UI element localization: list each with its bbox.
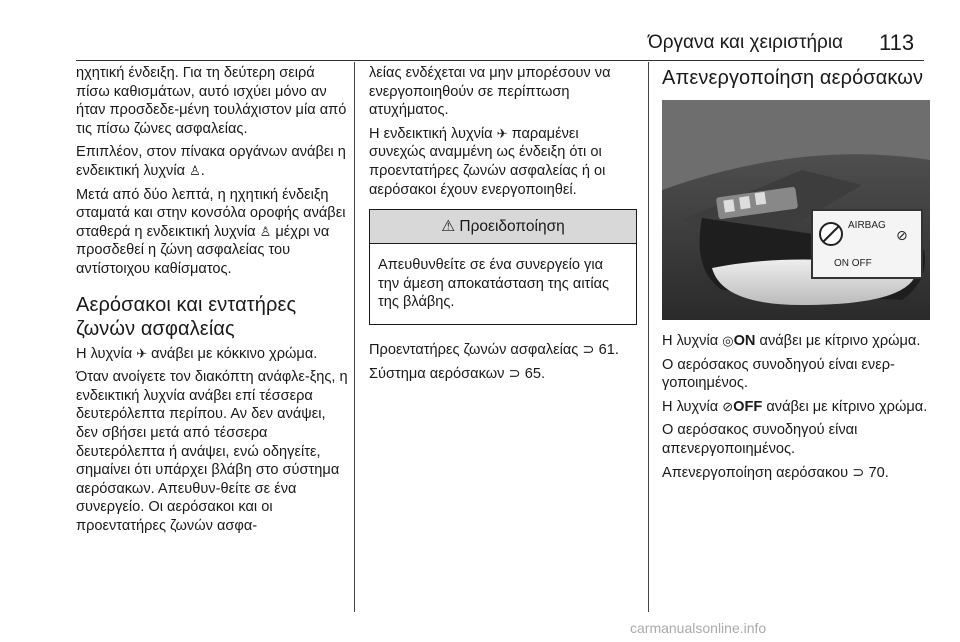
paragraph bbox=[76, 186, 348, 279]
column-divider bbox=[354, 62, 355, 612]
page-reference-icon: ⊃ bbox=[508, 365, 521, 382]
paragraph: λείας ενδέχεται να μην μπορέσουν να ενεργοποιηθούν σε περίπτωση ατυχήματος. bbox=[369, 65, 611, 119]
airbag-warning-icon: ✈ bbox=[496, 125, 508, 141]
cross-reference[interactable] bbox=[369, 365, 637, 384]
text: Η λυχνία bbox=[662, 333, 723, 349]
text: Επιπλέον, στον πίνακα οργάνων ανάβει η ενδεικτική λυχνία bbox=[76, 144, 346, 179]
paragraph bbox=[662, 332, 930, 351]
text: Η λυχνία bbox=[662, 398, 723, 415]
paragraph bbox=[76, 345, 348, 364]
cross-reference[interactable] bbox=[369, 341, 637, 360]
column-left bbox=[76, 64, 348, 540]
paragraph bbox=[662, 398, 930, 417]
airbag-on-icon: ◎ bbox=[722, 333, 734, 348]
cross-reference[interactable] bbox=[662, 464, 930, 483]
on-label: ON bbox=[733, 333, 756, 349]
roof-console-photo bbox=[662, 100, 930, 320]
page-reference-icon: ⊃ bbox=[582, 341, 595, 358]
text: 70. bbox=[864, 464, 889, 481]
off-label: OFF bbox=[733, 398, 763, 415]
paragraph: ηχητική ένδειξη. Για τη δεύτερη σειρά πίσω καθισμάτων, αυτό ισχύει μόνο αν ήταν προσδεδε-μένη τουλάχιστον μία από τις πίσω ζώνες ασφαλείας. bbox=[76, 65, 347, 137]
text: παραμένει συνεχώς αναμμένη ως ένδειξη ότι οι προεντατήρες ζωνών ασφαλείας ή οι αερόσακοι έχουν ενεργοποιηθεί. bbox=[369, 125, 606, 198]
text: Σύστημα αερόσακων bbox=[369, 365, 509, 382]
paragraph: Όταν ανοίγετε τον διακόπτη ανάφλε-ξης, η ενδεικτική λυχνία ανάβει επί τέσσερα δευτερόλεπτα περίπου. Αν δεν ανάψει, δεν σβήσει μετά από τέσσερα δευτερόλεπτα ή ανάψει, ενώ οδηγείτε, σημαίνει ότι υπάρχει βλάβη στο σύστημα αερόσακων. Απευθυν-θείτε σε ένα συνεργείο. Οι αερόσακοι και οι προεντατήρες ζωνών ασφα- bbox=[76, 369, 348, 534]
seatbelt-icon: ♙ bbox=[259, 223, 272, 239]
airbag-off-icon: ⊘ bbox=[722, 398, 734, 414]
text: Μετά από δύο λεπτά, η ηχητική ένδειξη σταματά και στην κονσόλα οροφής ανάβει σταθερά η ενδεικτική λυχνία bbox=[76, 186, 346, 240]
column-divider bbox=[648, 62, 649, 612]
paragraph: Ο αερόσακος συνοδηγού είναι απενεργοποιημένος. bbox=[662, 422, 858, 457]
header-divider bbox=[76, 60, 924, 61]
watermark: carmanualsonline.info bbox=[630, 620, 767, 636]
warning-triangle-icon: ⚠ bbox=[441, 218, 456, 236]
paragraph: Ο αερόσακος συνοδηγού είναι ενερ-γοποιημένος. bbox=[662, 356, 895, 392]
chapter-title: Όργανα και χειριστήρια bbox=[648, 32, 844, 53]
photo-on-off-label: ON OFF bbox=[834, 258, 872, 269]
airbag-warning-icon: ✈ bbox=[136, 345, 148, 361]
seatbelt-icon: ♙ bbox=[189, 162, 201, 178]
column-middle bbox=[369, 64, 637, 388]
text: ανάβει με κόκκινο χρώμα. bbox=[147, 345, 318, 362]
text: ανάβει με κίτρινο χρώμα. bbox=[762, 398, 928, 415]
page-reference-icon: ⊃ bbox=[852, 464, 865, 481]
text: Η λυχνία bbox=[76, 345, 137, 362]
warning-header bbox=[370, 210, 636, 244]
text: Προεντατήρες ζωνών ασφαλείας bbox=[369, 341, 583, 358]
section-heading: Αερόσακοι και εντατήρες ζωνών ασφαλείας bbox=[76, 293, 297, 340]
text: Η ενδεικτική λυχνία bbox=[369, 125, 497, 142]
warning-box bbox=[369, 209, 637, 325]
paragraph bbox=[369, 125, 637, 199]
section-heading: Απενεργοποίηση αερόσακων bbox=[662, 67, 924, 89]
column-right bbox=[662, 64, 930, 487]
text: μέχρι να προσδεθεί η ζώνη ασφαλείας του αντίστοιχου καθίσματος. bbox=[76, 223, 330, 277]
text: 65. bbox=[520, 365, 546, 382]
text: . bbox=[200, 162, 205, 179]
text: 61. bbox=[594, 341, 619, 358]
text: ανάβει με κίτρινο χρώμα. bbox=[755, 333, 921, 349]
page-header bbox=[0, 18, 960, 58]
text: Απενεργοποίηση αερόσακου bbox=[662, 464, 853, 481]
photo-airbag-label: AIRBAG bbox=[848, 220, 886, 231]
warning-title: Προειδοποίηση bbox=[459, 218, 565, 236]
paragraph bbox=[76, 143, 348, 180]
photo-airbag-off-icon: ⊘ bbox=[896, 228, 908, 244]
warning-text: Απευθυνθείτε σε ένα συνεργείο για την άμεση αποκατάσταση της αιτίας της βλάβης. bbox=[378, 257, 610, 311]
page-number: 113 bbox=[879, 30, 915, 55]
